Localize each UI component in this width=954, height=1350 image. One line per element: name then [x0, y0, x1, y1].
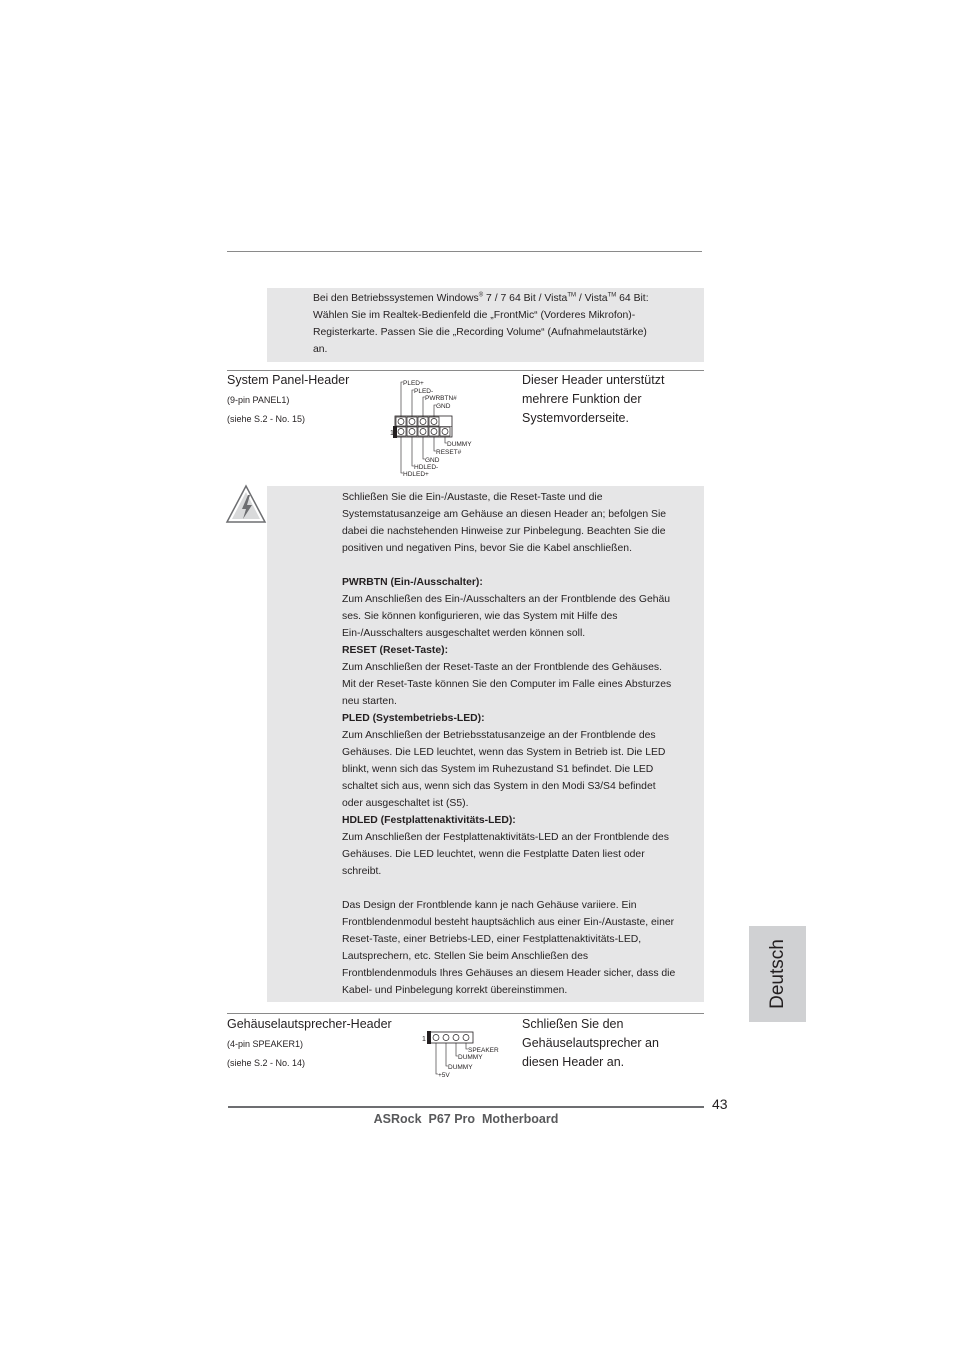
pled-line-5: oder ausgeschaltet ist (S5).	[342, 798, 469, 809]
caution-spacer	[342, 557, 675, 574]
hdled-line-1: Zum Anschließen der Festplattenaktivitäts-LED an der Frontblende des	[342, 832, 669, 843]
speaker-section-rule	[227, 1013, 704, 1014]
pled-line-4: schaltet sich aus, wenn sich das System in den Modi S3/S4 befindet	[342, 781, 656, 792]
caution-text	[342, 489, 675, 999]
speaker-header-description	[522, 1015, 659, 1072]
pwrbtn-line-1: Zum Anschließen des Ein-/Ausschalters an der Frontblende des Gehäu	[342, 594, 671, 605]
reset-title: RESET (Reset-Taste):	[342, 645, 449, 656]
panel-desc-line-1: Dieser Header unterstützt	[522, 373, 665, 387]
design-line-1: Das Design der Frontblende kann je nach Gehäuse variiere. Ein	[342, 900, 637, 911]
speaker-header-diagram	[422, 1029, 502, 1081]
label-pin-1: 1	[390, 430, 394, 437]
speaker-header-title: Gehäuselautsprecher-Header	[227, 1017, 392, 1031]
label-pled-minus: PLED-	[414, 388, 434, 395]
speaker-desc-line-3: diesen Header an.	[522, 1055, 625, 1069]
footer-product: ASRock P67 Pro Motherboard	[373, 1112, 559, 1126]
speaker-header-ref: (siehe S.2 - No. 14)	[227, 1058, 306, 1068]
caution-spacer-2	[342, 880, 675, 897]
label-hdled-minus: HDLED-	[414, 464, 439, 471]
design-line-5: Frontblendenmoduls Ihres Gehäuses an diesem Header sicher, dass die	[342, 968, 676, 979]
caution-box	[267, 486, 704, 1002]
speaker-desc-line-2: Gehäuselautsprecher an	[522, 1036, 659, 1050]
speaker-desc-line-1: Schließen Sie den	[522, 1017, 624, 1031]
speaker-label-pin-1: 1	[422, 1036, 426, 1043]
language-tab	[749, 926, 806, 1022]
page-number: 43	[712, 1096, 728, 1112]
panel-header-title: System Panel-Header	[227, 373, 350, 387]
speaker-label-speaker: SPEAKER	[468, 1047, 499, 1054]
panel-header-ref: (siehe S.2 - No. 15)	[227, 414, 306, 424]
os-note-line-2: Wählen Sie im Realtek-Bedienfeld die „FrontMic“ (Vorderes Mikrofon)-	[313, 310, 636, 321]
reset-line-3: neu starten.	[342, 696, 397, 707]
speaker-label-5v: +5V	[438, 1072, 450, 1079]
caution-intro-4: positiven und negativen Pins, bevor Sie die Kabel anschließen.	[342, 543, 632, 554]
speaker-label-dummy-2: DUMMY	[448, 1064, 473, 1071]
language-tab-label: Deutsch	[766, 939, 788, 1009]
label-dummy: DUMMY	[447, 441, 472, 448]
caution-icon	[225, 484, 267, 524]
pled-line-2: Gehäuses. Die LED leuchtet, wenn das System in Betrieb ist. Die LED	[342, 747, 666, 758]
hdled-title: HDLED (Festplattenaktivitäts-LED):	[342, 815, 516, 826]
caution-intro-3: dabei die nachstehenden Hinweise zur Pinbelegung. Beachten Sie die	[342, 526, 666, 537]
caution-intro-2: Systemstatusanzeige am Gehäuse an diesen Header an; befolgen Sie	[342, 509, 667, 520]
label-hdled-plus: HDLED+	[403, 471, 429, 478]
design-line-2: Frontblendenmodul besteht hauptsächlich aus einer Ein-/Austaste, einer	[342, 917, 675, 928]
label-pwrbtn: PWRBTN#	[425, 395, 457, 402]
hdled-line-2: Gehäuses. Die LED leuchtet, wenn die Festplatte Daten liest oder	[342, 849, 645, 860]
pled-line-1: Zum Anschließen der Betriebsstatusanzeige an der Frontblende des	[342, 730, 656, 741]
label-reset: RESET#	[436, 449, 462, 456]
os-note-text	[313, 290, 649, 358]
design-line-6: Kabel- und Pinbelegung korrekt übereinstimmen.	[342, 985, 568, 996]
pwrbtn-title: PWRBTN (Ein-/Ausschalter):	[342, 577, 483, 588]
pwrbtn-line-2: ses. Sie können konfigurieren, wie das System mit Hilfe des	[342, 611, 618, 622]
reset-line-1: Zum Anschließen der Reset-Taste an der Frontblende des Gehäuses.	[342, 662, 662, 673]
label-gnd-top: GND	[436, 403, 451, 410]
os-note-line-4: an.	[313, 344, 328, 355]
os-note-line-3: Registerkarte. Passen Sie die „Recording Volume“ (Aufnahmelautstärke)	[313, 327, 647, 338]
panel-header-description	[522, 371, 664, 428]
footer-rule	[228, 1106, 704, 1108]
caution-intro-1: Schließen Sie die Ein-/Austaste, die Reset-Taste und die	[342, 492, 603, 503]
pled-title: PLED (Systembetriebs-LED):	[342, 713, 485, 724]
hdled-line-3: schreibt.	[342, 866, 382, 877]
label-pled-plus: PLED+	[403, 380, 424, 387]
pwrbtn-line-3: Ein-/Ausschalters ausgeschaltet werden können soll.	[342, 628, 586, 639]
top-rule	[227, 251, 702, 252]
panel-header-pins: (9-pin PANEL1)	[227, 395, 290, 405]
panel-desc-line-3: Systemvorderseite.	[522, 411, 629, 425]
reset-line-2: Mit der Reset-Taste können Sie den Computer im Falle eines Absturzes	[342, 679, 672, 690]
label-gnd-bottom: GND	[425, 457, 440, 464]
os-note-box	[267, 288, 704, 362]
panel-header-diagram	[390, 374, 480, 480]
speaker-header-pins: (4-pin SPEAKER1)	[227, 1039, 304, 1049]
os-note-line-1: Bei den Betriebssystemen Windows® 7 / 7 64 Bit / Vista™ / Vista™ 64 Bit:	[313, 292, 649, 304]
speaker-label-dummy-1: DUMMY	[458, 1054, 483, 1061]
design-line-3: Reset-Taste, einer Betriebs-LED, einer Festplattenaktivitäts-LED,	[342, 934, 642, 945]
pled-line-3: blinkt, wenn sich das System im Ruhezustand S1 befindet. Die LED	[342, 764, 654, 775]
panel-desc-line-2: mehrere Funktion der	[522, 392, 642, 406]
design-line-4: Lautsprechern, etc. Stellen Sie beim Anschließen des	[342, 951, 589, 962]
